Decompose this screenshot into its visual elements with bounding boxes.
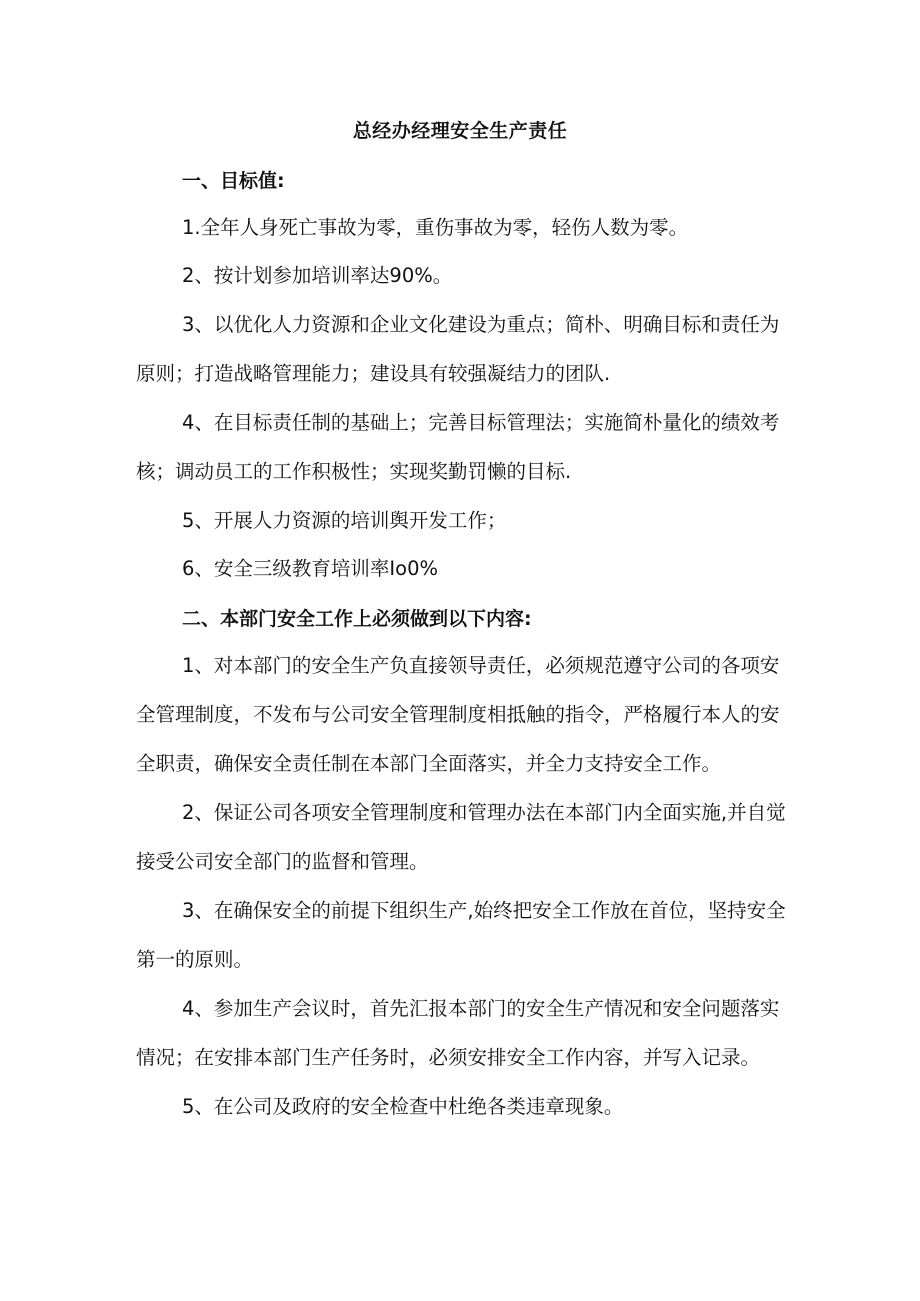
target-item-4: 4、在目标责任制的基础上；完善目标管理法；实施简朴量化的绩效考核；调动员工的工作积极性；实现奖勤罚懒的目标. [136, 411, 780, 483]
requirement-item-4: 4、参加生产会议时，首先汇报本部门的安全生产情况和安全问题落实情况；在安排本部门生产任务时，必须安排安全工作内容，并写入记录。 [136, 997, 780, 1069]
section-heading-requirements: 二、本部门安全工作上必须做到以下内容: [182, 608, 532, 630]
section-heading-targets: 一、目标值: [182, 170, 285, 192]
document-title: 总经办经理安全生产责任 [352, 120, 568, 142]
target-item-5: 5、开展人力资源的培训舆开发工作； [182, 509, 507, 532]
requirement-item-3: 3、在确保安全的前提下组织生产,始终把安全工作放在首位，坚持安全第一的原则。 [136, 899, 786, 971]
requirement-item-1: 1、对本部门的安全生产负直接领导责任，必须规范遵守公司的各项安全管理制度，不发布与公司安全管理制度相抵触的指令，严格履行本人的安全职责，确保安全责任制在本部门全面落实，并全力支持安全工作。 [136, 654, 780, 775]
target-item-2: 2、按计划参加培训率达90%。 [182, 264, 453, 287]
target-item-1: 1.全年人身死亡事故为零，重伤事故为零，轻伤人数为零。 [182, 216, 689, 239]
target-item-6: 6、安全三级教育培训率Io0% [182, 557, 439, 580]
requirement-item-2: 2、保证公司各项安全管理制度和管理办法在本部门内全面实施,并自觉接受公司安全部门的监督和管理。 [136, 801, 786, 873]
requirement-item-5: 5、在公司及政府的安全检查中杜绝各类违章现象。 [182, 1095, 624, 1118]
target-item-3: 3、以优化人力资源和企业文化建设为重点；简朴、明确目标和责任为原则；打造战略管理能力；建设具有较强凝结力的团队. [136, 313, 780, 385]
